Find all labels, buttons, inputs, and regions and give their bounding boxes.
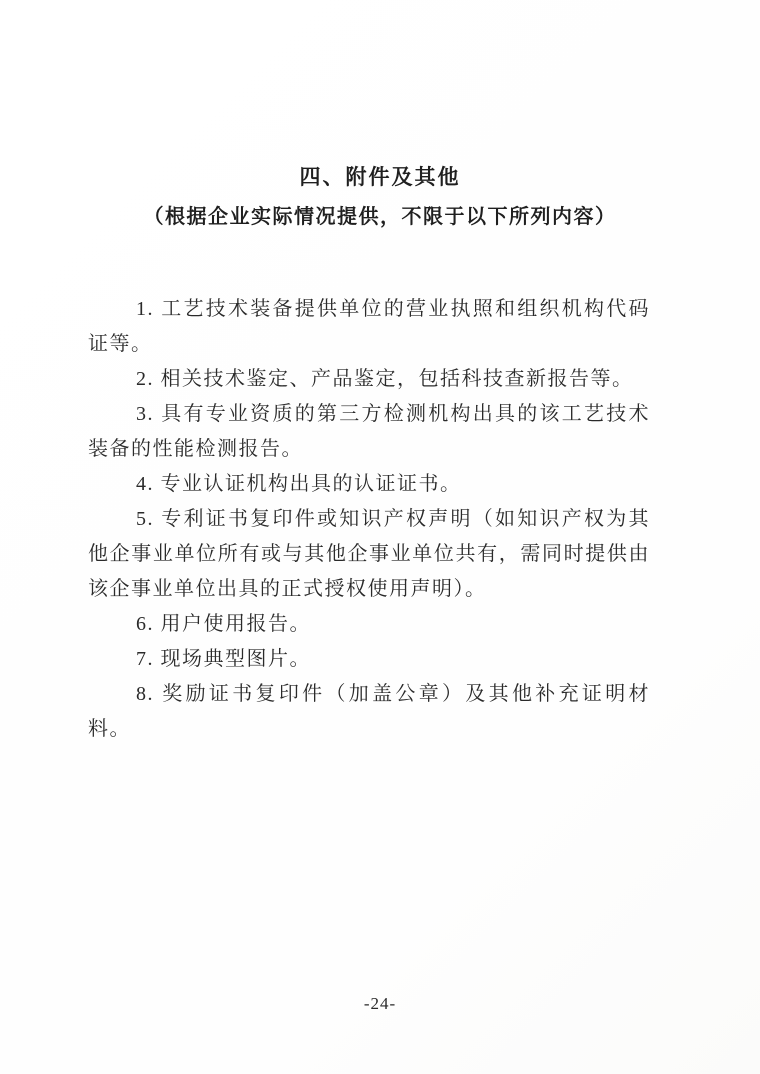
list-item-6: 6. 用户使用报告。 xyxy=(136,613,311,635)
section-title: 四、附件及其他 xyxy=(299,166,461,189)
page-number: -24- xyxy=(363,994,397,1013)
list-item-2: 2. 相关技术鉴定、产品鉴定，包括科技查新报告等。 xyxy=(136,368,634,390)
list-item-7: 7. 现场典型图片。 xyxy=(136,648,311,670)
list-item-3: 3. 具有专业资质的第三方检测机构出具的该工艺技术装备的性能检测报告。 xyxy=(88,403,650,460)
section-subtitle: （根据企业实际情况提供，不限于以下所列内容） xyxy=(143,206,617,228)
list-item-8: 8. 奖励证书复印件（加盖公章）及其他补充证明材料。 xyxy=(88,683,650,740)
list-item-4: 4. 专业认证机构出具的认证证书。 xyxy=(136,473,462,495)
list-item-5: 5. 专利证书复印件或知识产权声明（如知识产权为其他企事业单位所有或与其他企事业单位共有，需同时提供由该企事业单位出具的正式授权使用声明）。 xyxy=(88,508,650,600)
attachment-list xyxy=(0,292,760,747)
list-item-1: 1. 工艺技术装备提供单位的营业执照和组织机构代码证等。 xyxy=(88,298,650,355)
